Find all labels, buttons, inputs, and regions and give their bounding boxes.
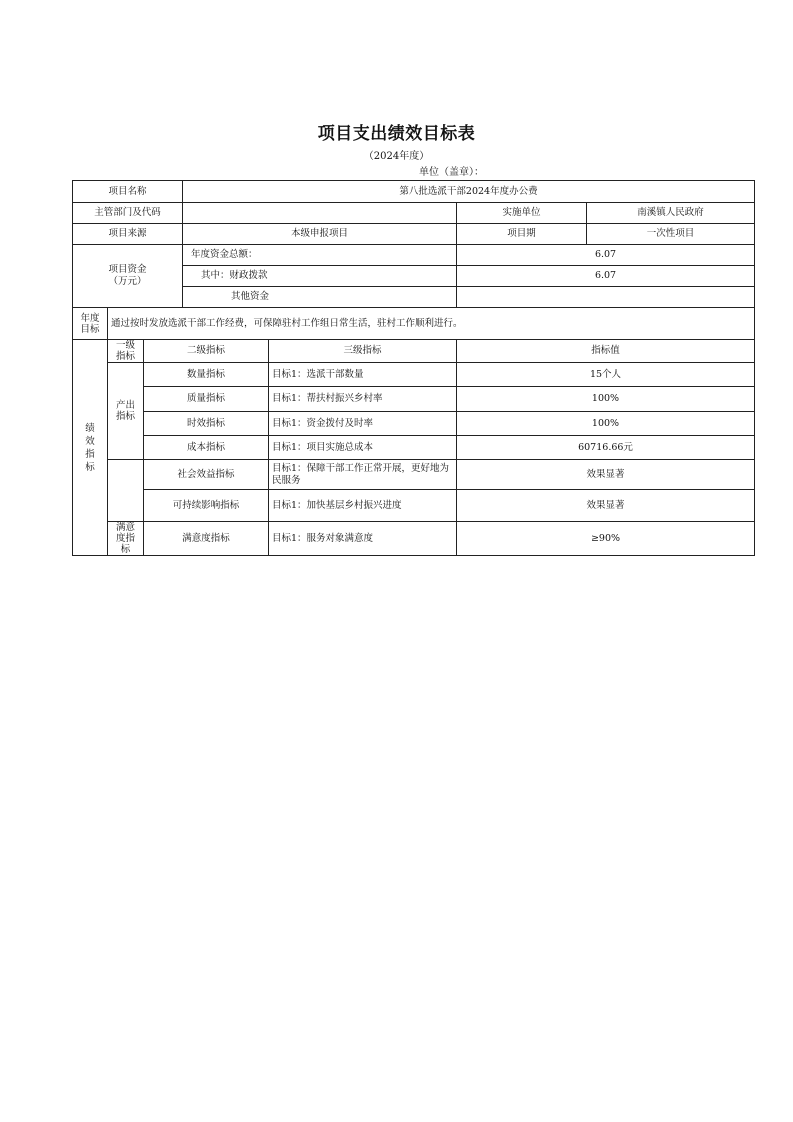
level2-indicator: 满意度指标 bbox=[144, 522, 269, 556]
header-level2: 二级指标 bbox=[144, 340, 269, 363]
indicator-value: 效果显著 bbox=[457, 490, 755, 522]
level3-indicator: 目标1：选派干部数量 bbox=[269, 363, 457, 387]
level2-indicator: 时效指标 bbox=[144, 412, 269, 436]
funds-total-label: 年度资金总额： bbox=[183, 245, 457, 266]
annual-goal-text: 通过按时发放选派干部工作经费，可保障驻村工作组日常生活，驻村工作顺利进行。 bbox=[108, 308, 755, 340]
funds-other-value bbox=[457, 287, 755, 308]
row-annual-goal bbox=[73, 308, 755, 340]
department-value bbox=[183, 203, 457, 224]
implementing-unit-label: 实施单位 bbox=[457, 203, 587, 224]
level2-indicator: 成本指标 bbox=[144, 436, 269, 460]
table-row bbox=[73, 363, 755, 387]
table-row bbox=[73, 522, 755, 556]
level3-indicator: 目标1：项目实施总成本 bbox=[269, 436, 457, 460]
level3-indicator: 目标1：服务对象满意度 bbox=[269, 522, 457, 556]
level2-indicator: 社会效益指标 bbox=[144, 460, 269, 490]
table-row bbox=[73, 490, 755, 522]
project-name-value: 第八批选派干部2024年度办公费 bbox=[183, 181, 755, 203]
project-source-value: 本级申报项目 bbox=[183, 224, 457, 245]
project-name-label: 项目名称 bbox=[73, 181, 183, 203]
table-row bbox=[73, 412, 755, 436]
funds-label: 项目资金 （万元） bbox=[73, 245, 183, 308]
row-funds-total bbox=[73, 245, 755, 266]
satisfaction-indicator-label: 满意 度指 标 bbox=[108, 522, 144, 556]
project-source-label: 项目来源 bbox=[73, 224, 183, 245]
level3-indicator: 目标1：资金拨付及时率 bbox=[269, 412, 457, 436]
annual-goal-label: 年度 目标 bbox=[73, 308, 108, 340]
level2-indicator: 可持续影响指标 bbox=[144, 490, 269, 522]
performance-target-table bbox=[72, 180, 755, 556]
year-subtitle: （2024年度） bbox=[363, 151, 430, 162]
implementing-unit-value: 南溪镇人民政府 bbox=[587, 203, 755, 224]
page-title: 项目支出绩效目标表 bbox=[317, 124, 476, 144]
row-department bbox=[73, 203, 755, 224]
level3-indicator: 目标1：保障干部工作正常开展，更好地为民服务 bbox=[269, 460, 457, 490]
effect-indicator-label bbox=[108, 460, 144, 522]
funds-fiscal-label: 其中：财政拨款 bbox=[183, 266, 457, 287]
level3-indicator: 目标1：帮扶村振兴乡村率 bbox=[269, 387, 457, 412]
row-source bbox=[73, 224, 755, 245]
indicator-value: 100% bbox=[457, 387, 755, 412]
output-indicator-label: 产出 指标 bbox=[108, 363, 144, 460]
indicator-value: ≥90% bbox=[457, 522, 755, 556]
table-row bbox=[73, 436, 755, 460]
indicator-value: 60716.66元 bbox=[457, 436, 755, 460]
header-value: 指标值 bbox=[457, 340, 755, 363]
indicator-value: 100% bbox=[457, 412, 755, 436]
row-indicator-headers bbox=[73, 340, 755, 363]
row-project-name bbox=[73, 181, 755, 203]
indicator-value: 效果显著 bbox=[457, 460, 755, 490]
table-row bbox=[73, 460, 755, 490]
level2-indicator: 数量指标 bbox=[144, 363, 269, 387]
funds-total-value: 6.07 bbox=[457, 245, 755, 266]
indicators-group-label: 绩 效 指 标 bbox=[73, 340, 108, 556]
project-period-value: 一次性项目 bbox=[587, 224, 755, 245]
header-level3: 三级指标 bbox=[269, 340, 457, 363]
funds-fiscal-value: 6.07 bbox=[457, 266, 755, 287]
unit-stamp-label: 单位（盖章）： bbox=[419, 167, 484, 178]
level2-indicator: 质量指标 bbox=[144, 387, 269, 412]
project-period-label: 项目期 bbox=[457, 224, 587, 245]
level3-indicator: 目标1：加快基层乡村振兴进度 bbox=[269, 490, 457, 522]
table-row bbox=[73, 387, 755, 412]
indicator-value: 15个人 bbox=[457, 363, 755, 387]
department-label: 主管部门及代码 bbox=[73, 203, 183, 224]
header-level1: 一级 指标 bbox=[108, 340, 144, 363]
funds-other-label: 其他资金 bbox=[183, 287, 457, 308]
